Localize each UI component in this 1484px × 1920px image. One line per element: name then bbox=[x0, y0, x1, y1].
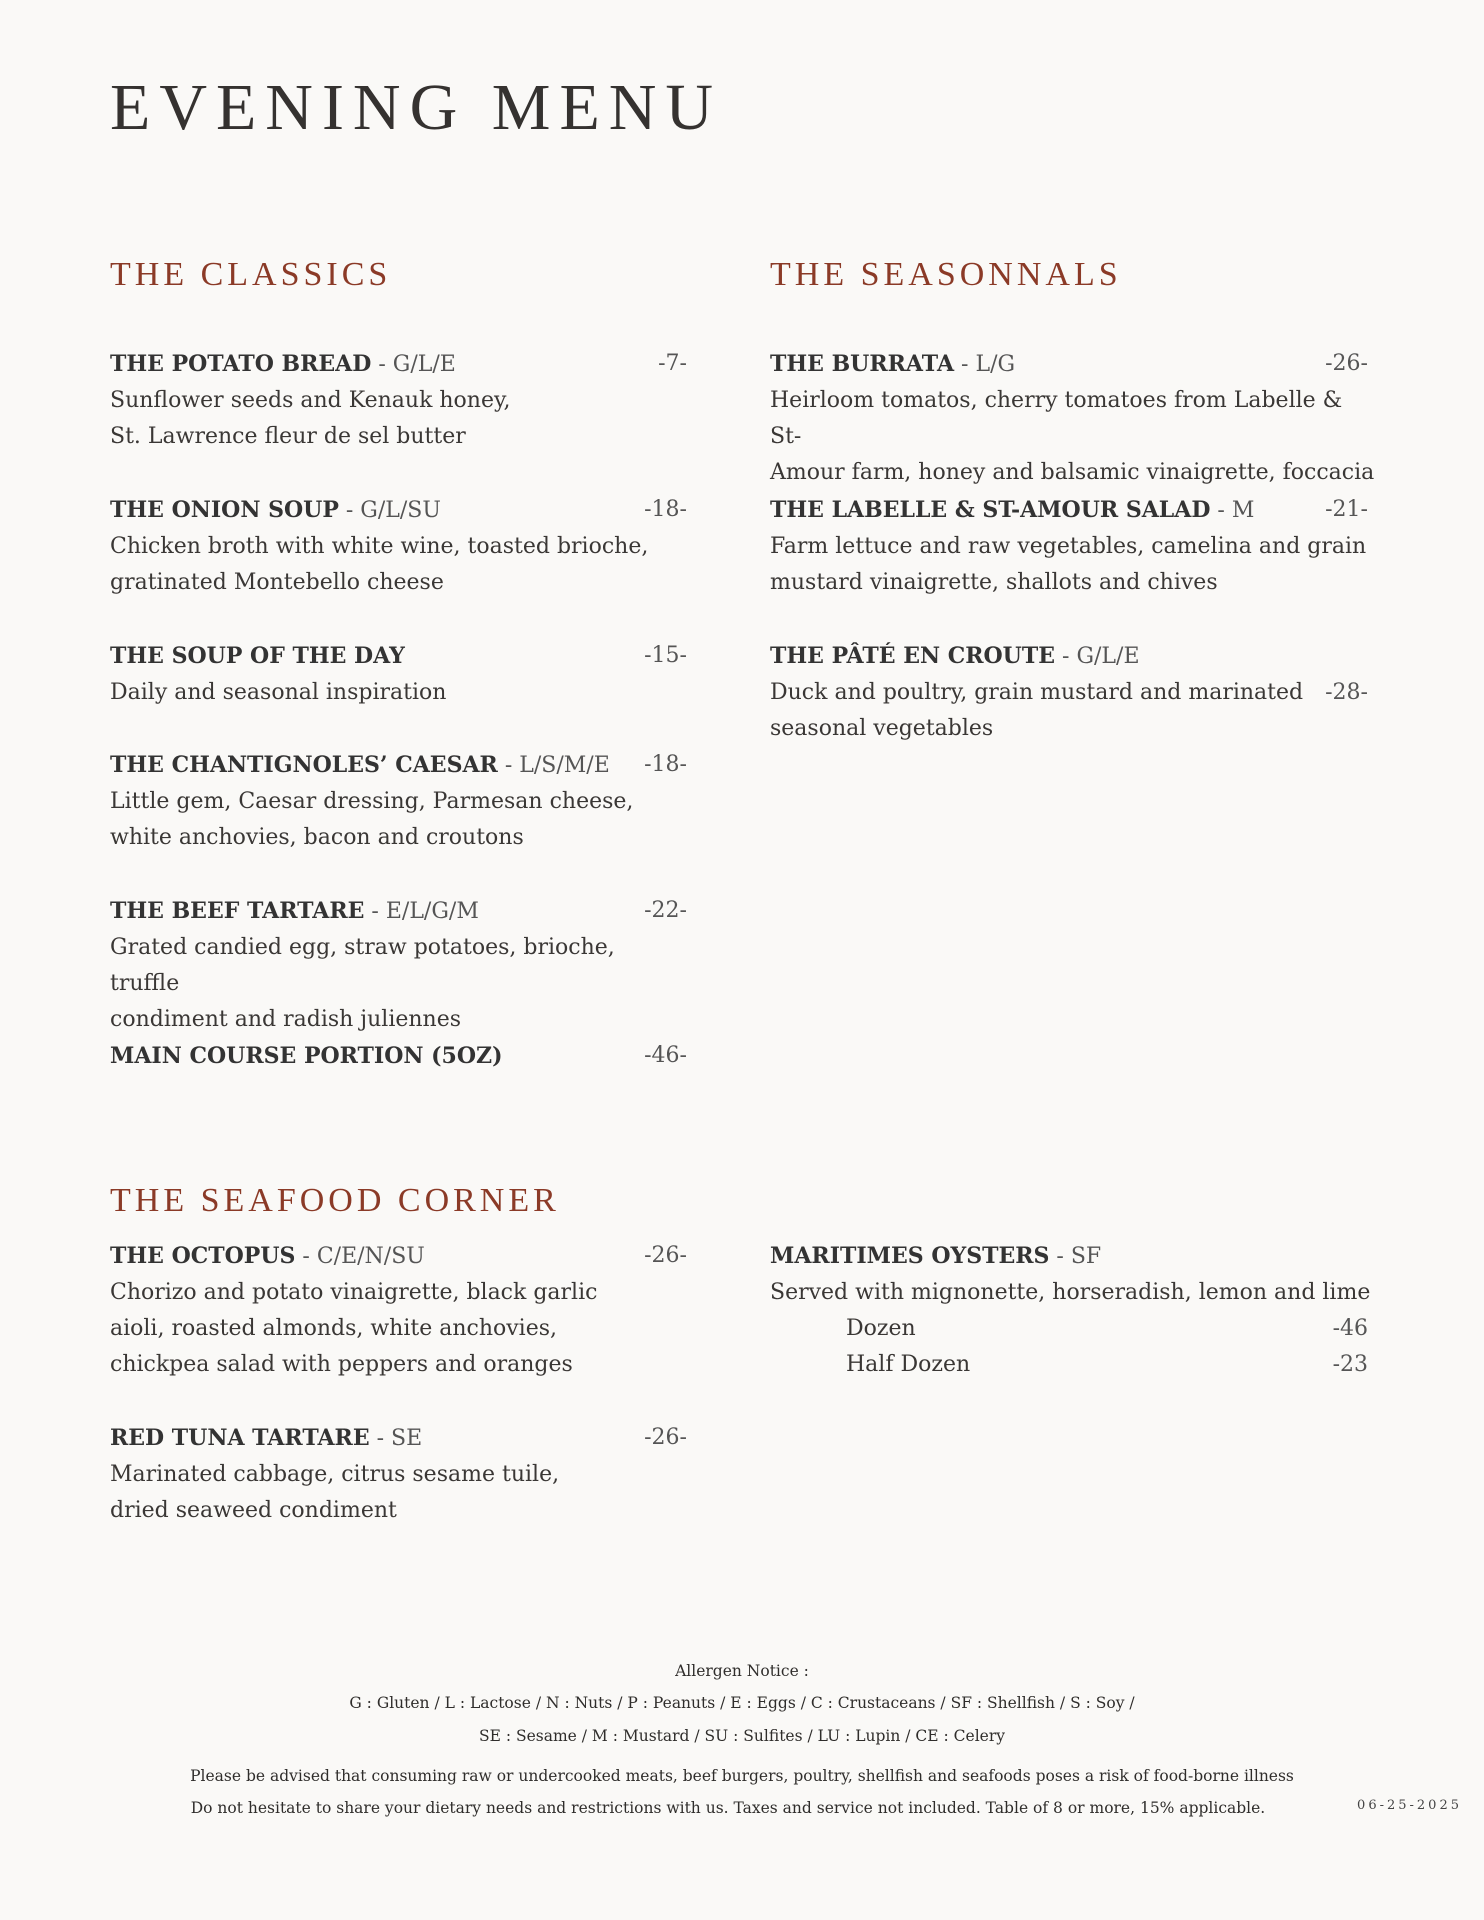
item-description: Little gem, Caesar dressing, Parmesan cheese, bbox=[110, 789, 634, 814]
item-name: THE POTATO BREAD bbox=[110, 351, 372, 377]
separator: - bbox=[1049, 1244, 1071, 1269]
menu-item-beef-tartare bbox=[110, 893, 687, 1075]
item-description: chickpea salad with peppers and oranges bbox=[110, 1352, 573, 1377]
item-description: Grated candied egg, straw potatoes, brioche, truffle bbox=[110, 935, 615, 996]
section-heading-classics: THE CLASSICS bbox=[110, 256, 392, 293]
section-heading-seasonnals: THE SEASONNALS bbox=[770, 256, 1122, 293]
option-label: Half Dozen bbox=[846, 1352, 971, 1377]
item-description: Sunflower seeds and Kenauk honey, bbox=[110, 388, 511, 413]
menu-item-onion-soup bbox=[110, 492, 687, 601]
item-price: -46- bbox=[644, 1043, 687, 1068]
item-price: -26- bbox=[1325, 351, 1368, 376]
menu-item-pate-en-croute bbox=[770, 638, 1380, 747]
item-price: -18- bbox=[644, 752, 687, 777]
item-description: Served with mignonette, horseradish, lemon and lime bbox=[770, 1280, 1371, 1305]
item-allergens: M bbox=[1231, 498, 1255, 523]
item-description: seasonal vegetables bbox=[770, 716, 994, 741]
menu-item-caesar bbox=[110, 747, 687, 856]
dietary-notice: Do not hesitate to share your dietary needs and restrictions with us. Taxes and service not included. Table of 8 or more, 15% applicable. bbox=[190, 1799, 1266, 1817]
item-allergens: G/L/E bbox=[392, 352, 456, 377]
item-description: Farm lettuce and raw vegetables, camelina and grain bbox=[770, 534, 1367, 559]
item-description: St. Lawrence fleur de sel butter bbox=[110, 424, 466, 449]
separator: - bbox=[338, 498, 361, 523]
separator: - bbox=[295, 1244, 317, 1269]
item-description: condiment and radish juliennes bbox=[110, 1007, 462, 1032]
menu-item-maritimes-oysters bbox=[770, 1238, 1380, 1383]
item-price: -21- bbox=[1325, 497, 1368, 522]
item-description: Amour farm, honey and balsamic vinaigrette, foccacia bbox=[770, 460, 1375, 485]
item-description: Chorizo and potato vinaigrette, black garlic bbox=[110, 1280, 598, 1305]
main-course-portion: MAIN COURSE PORTION (5OZ) bbox=[110, 1043, 503, 1069]
item-name: THE LABELLE & ST-AMOUR SALAD bbox=[770, 497, 1211, 523]
item-price: -18- bbox=[644, 497, 687, 522]
item-description: white anchovies, bacon and croutons bbox=[110, 825, 524, 850]
page-title: EVENING MENU bbox=[110, 71, 723, 144]
item-price: -28- bbox=[1325, 680, 1368, 705]
separator: - bbox=[497, 753, 520, 778]
oyster-option-dozen bbox=[770, 1311, 1368, 1347]
menu-date: 06-25-2025 bbox=[1357, 1798, 1462, 1813]
option-label: Dozen bbox=[846, 1316, 916, 1341]
menu-item-potato-bread bbox=[110, 346, 687, 455]
section-heading-seafood: THE SEAFOOD CORNER bbox=[110, 1182, 560, 1219]
item-description: Marinated cabbage, citrus sesame tuile, bbox=[110, 1462, 560, 1487]
separator: - bbox=[364, 899, 386, 924]
item-name: THE BEEF TARTARE bbox=[110, 898, 365, 924]
allergen-legend: G : Gluten / L : Lactose / N : Nuts / P : Peanuts / E : Eggs / C : Crustaceans / SF : Shellfish / S : Soy / bbox=[349, 1694, 1135, 1712]
item-allergens: L/G bbox=[975, 352, 1016, 377]
item-name: THE CHANTIGNOLES’ CAESAR bbox=[110, 752, 498, 778]
item-price: -7- bbox=[658, 351, 687, 376]
option-price: -46 bbox=[1332, 1316, 1368, 1341]
menu-item-burrata bbox=[770, 346, 1380, 491]
item-allergens: SE bbox=[391, 1426, 423, 1451]
food-safety-warning: Please be advised that consuming raw or undercooked meats, beef burgers, poultry, shellfish and seafoods poses a risk of food-borne illness bbox=[190, 1767, 1294, 1785]
item-allergens: L/S/M/E bbox=[519, 753, 610, 778]
item-allergens: G/L/E bbox=[1076, 644, 1140, 669]
allergen-notice-title: Allergen Notice : bbox=[675, 1662, 809, 1680]
item-allergens: C/E/N/SU bbox=[316, 1244, 425, 1269]
item-name: MARITIMES OYSTERS bbox=[770, 1243, 1050, 1269]
item-description: gratinated Montebello cheese bbox=[110, 570, 444, 595]
separator: - bbox=[1055, 644, 1077, 669]
oyster-option-half-dozen bbox=[770, 1347, 1368, 1383]
item-description: Duck and poultry, grain mustard and marinated bbox=[770, 680, 1304, 705]
separator: - bbox=[371, 352, 393, 377]
separator: - bbox=[369, 1426, 392, 1451]
item-description: aioli, roasted almonds, white anchovies, bbox=[110, 1316, 558, 1341]
item-price: -15- bbox=[644, 643, 687, 668]
separator: - bbox=[954, 352, 976, 377]
item-price: -22- bbox=[644, 898, 687, 923]
item-name: THE BURRATA bbox=[770, 351, 955, 377]
item-allergens: G/L/SU bbox=[360, 498, 441, 523]
allergen-legend: SE : Sesame / M : Mustard / SU : Sulfites / LU : Lupin / CE : Celery bbox=[478, 1727, 1006, 1745]
item-description: Daily and seasonal inspiration bbox=[110, 680, 447, 705]
item-name: RED TUNA TARTARE bbox=[110, 1425, 370, 1451]
menu-item-octopus bbox=[110, 1238, 687, 1383]
item-description: dried seaweed condiment bbox=[110, 1498, 397, 1523]
menu-item-labelle-salad bbox=[770, 492, 1380, 601]
option-price: -23 bbox=[1332, 1352, 1368, 1377]
menu-item-red-tuna-tartare bbox=[110, 1420, 687, 1529]
item-price: -26- bbox=[644, 1425, 687, 1450]
item-allergens: E/L/G/M bbox=[385, 899, 479, 924]
item-price: -26- bbox=[644, 1243, 687, 1268]
item-description: Chicken broth with white wine, toasted brioche, bbox=[110, 534, 649, 559]
separator: - bbox=[1210, 498, 1232, 523]
menu-item-soup-of-the-day bbox=[110, 638, 687, 711]
item-allergens: SF bbox=[1070, 1244, 1102, 1269]
item-name: THE OCTOPUS bbox=[110, 1243, 296, 1269]
item-name: THE ONION SOUP bbox=[110, 497, 339, 523]
item-description: mustard vinaigrette, shallots and chives bbox=[770, 570, 1218, 595]
item-description: Heirloom tomatos, cherry tomatoes from Labelle & St- bbox=[770, 388, 1343, 449]
item-name: THE SOUP OF THE DAY bbox=[110, 643, 405, 669]
item-name: THE PÂTÉ EN CROUTE bbox=[770, 643, 1056, 669]
